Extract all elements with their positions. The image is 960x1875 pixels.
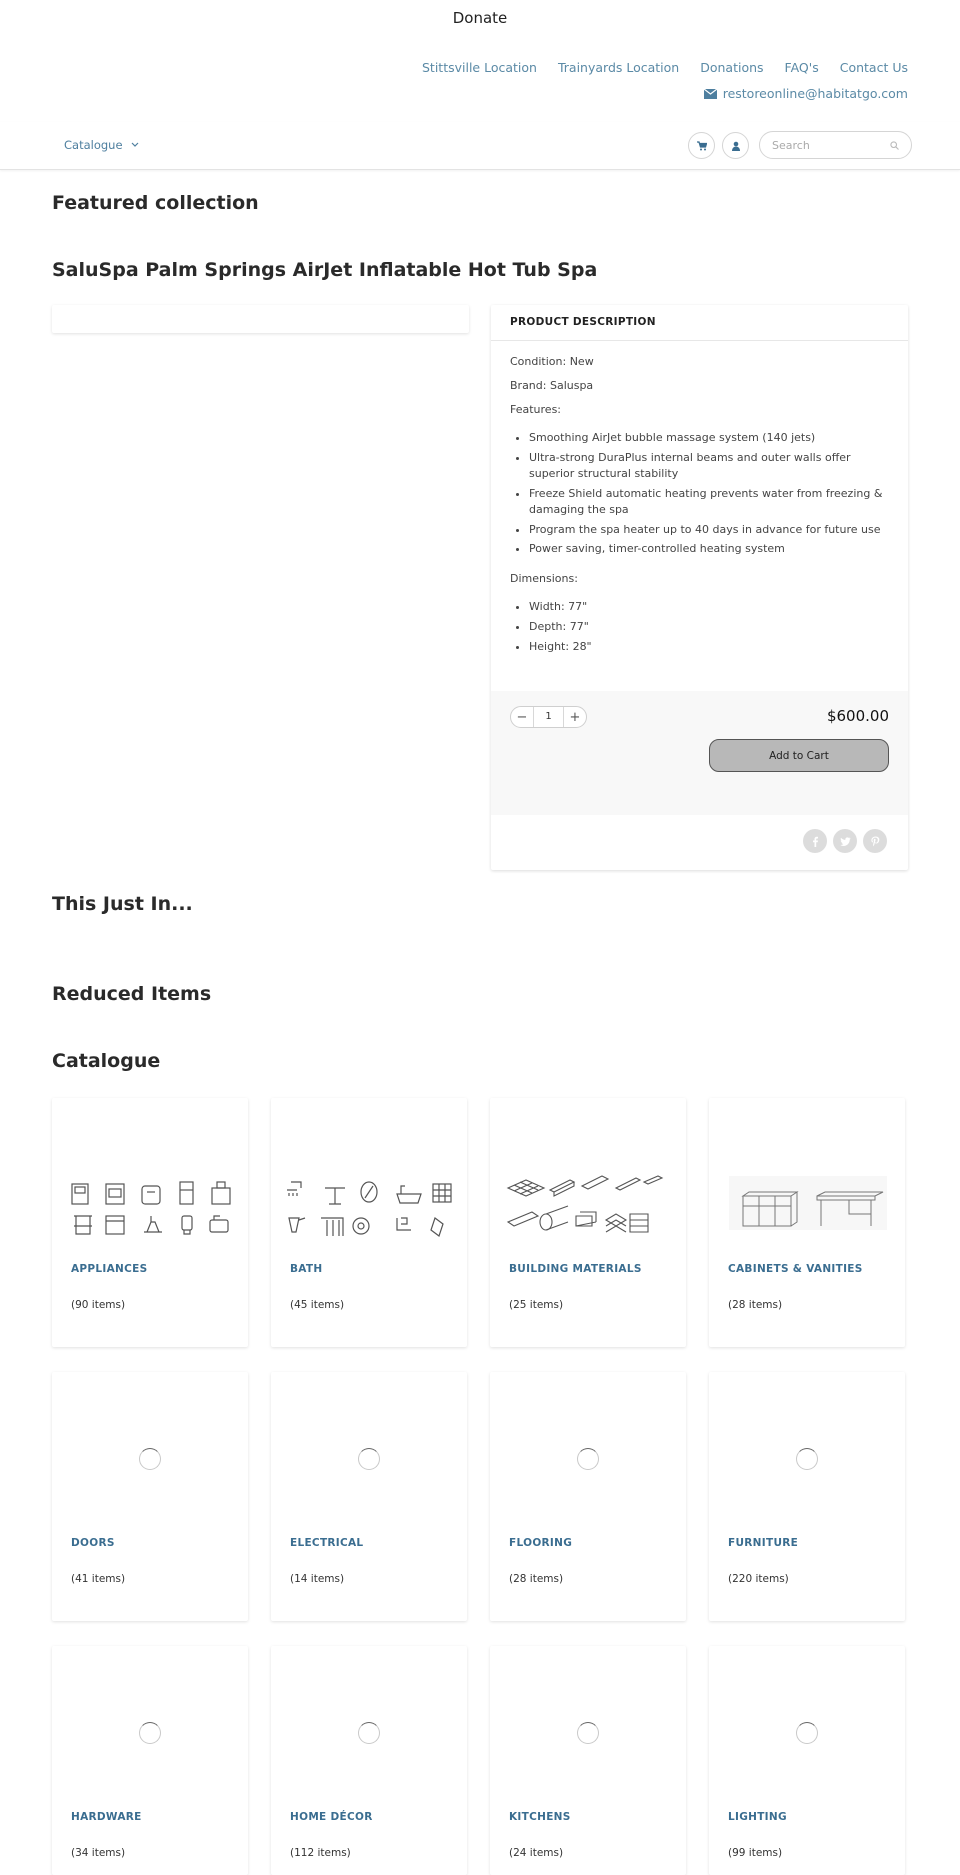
social-share	[803, 829, 887, 853]
category-title[interactable]: HOME DÉCOR	[290, 1811, 373, 1823]
donations-link[interactable]: Donations	[700, 60, 764, 75]
list-item: • Width: 77"	[529, 599, 889, 615]
catalogue-menu-label: Catalogue	[64, 138, 123, 152]
contact-us-link[interactable]: Contact Us	[839, 60, 908, 75]
category-title[interactable]: BATH	[290, 1263, 323, 1275]
category-title[interactable]: BUILDING MATERIALS	[509, 1263, 642, 1275]
dimensions-label: Dimensions:	[510, 572, 578, 586]
category-title[interactable]: DOORS	[71, 1537, 115, 1549]
search-input[interactable]	[772, 139, 890, 152]
category-count: (14 items)	[290, 1573, 345, 1585]
twitter-share-button[interactable]	[833, 829, 857, 853]
user-icon	[731, 141, 741, 151]
increase-quantity-button[interactable]: +	[569, 709, 581, 725]
building-materials-image	[490, 1098, 686, 1248]
cart-button[interactable]	[688, 132, 715, 159]
list-item: • Depth: 77"	[529, 619, 889, 635]
faqs-link[interactable]: FAQ's	[784, 60, 819, 75]
loading-spinner-icon	[577, 1722, 599, 1744]
category-card-doors[interactable]	[52, 1372, 248, 1621]
loading-spinner-icon	[358, 1448, 380, 1470]
loading-spinner-icon	[796, 1722, 818, 1744]
category-card-lighting[interactable]	[709, 1646, 905, 1875]
featured-collection-heading: Featured collection	[52, 192, 259, 214]
category-card-flooring[interactable]	[490, 1372, 686, 1621]
category-count: (45 items)	[290, 1299, 345, 1311]
category-card-cabinets-vanities[interactable]	[709, 1098, 905, 1347]
donate-bar	[0, 0, 960, 36]
category-title[interactable]: FLOORING	[509, 1537, 573, 1549]
category-count: (99 items)	[728, 1847, 783, 1859]
decrease-quantity-button[interactable]: −	[516, 709, 528, 725]
category-count: (28 items)	[509, 1573, 564, 1585]
category-count: (41 items)	[71, 1573, 126, 1585]
loading-spinner-icon	[139, 1448, 161, 1470]
category-title[interactable]: APPLIANCES	[71, 1263, 148, 1275]
category-title[interactable]: FURNITURE	[728, 1537, 799, 1549]
bath-image	[271, 1098, 467, 1248]
chevron-down-icon	[131, 142, 139, 148]
category-card-appliances[interactable]	[52, 1098, 248, 1347]
catalogue-heading: Catalogue	[52, 1050, 161, 1072]
category-title[interactable]: KITCHENS	[509, 1811, 571, 1823]
category-card-furniture[interactable]	[709, 1372, 905, 1621]
features-label: Features:	[510, 402, 562, 416]
category-card-bath[interactable]	[271, 1098, 467, 1347]
product-title[interactable]: SaluSpa Palm Springs AirJet Inflatable Hot Tub Spa	[52, 259, 598, 281]
catalogue-menu[interactable]	[64, 138, 139, 152]
appliances-image	[52, 1098, 248, 1248]
stittsville-location-link[interactable]: Stittsville Location	[421, 60, 537, 75]
this-just-in-heading: This Just In...	[52, 893, 193, 915]
product-image-card	[52, 305, 469, 333]
list-item: • Program the spa heater up to 40 days in advance for future use	[529, 522, 889, 538]
nav-bar	[0, 122, 960, 170]
trainyards-location-link[interactable]: Trainyards Location	[557, 60, 680, 75]
envelope-icon	[704, 89, 717, 99]
dimensions-list	[529, 599, 889, 655]
email-text: restoreonline@habitatgo.com	[722, 86, 908, 101]
quantity-value[interactable]: 1	[533, 707, 564, 727]
product-description-card	[491, 305, 908, 870]
category-count: (24 items)	[509, 1847, 564, 1859]
product-description-body	[491, 341, 908, 655]
list-item: • Freeze Shield automatic heating prevents water from freezing & damaging the spa	[529, 486, 889, 518]
product-price: $600.00	[826, 707, 889, 725]
loading-spinner-icon	[139, 1722, 161, 1744]
category-count: (34 items)	[71, 1847, 126, 1859]
category-card-building-materials[interactable]	[490, 1098, 686, 1347]
pinterest-icon	[870, 836, 881, 847]
add-to-cart-button[interactable]: Add to Cart	[709, 739, 889, 772]
quantity-stepper	[510, 706, 587, 728]
category-title[interactable]: LIGHTING	[728, 1811, 787, 1823]
list-item: • Smoothing AirJet bubble massage system (140 jets)	[529, 430, 889, 446]
donate-link[interactable]: Donate	[452, 9, 508, 27]
category-count: (25 items)	[509, 1299, 564, 1311]
loading-spinner-icon	[796, 1448, 818, 1470]
category-count: (90 items)	[71, 1299, 126, 1311]
category-count: (112 items)	[290, 1847, 351, 1859]
list-item: • Height: 28"	[529, 639, 889, 655]
cabinets-vanities-image	[709, 1098, 905, 1248]
top-links	[401, 60, 908, 75]
category-count: (220 items)	[728, 1573, 789, 1585]
category-card-hardware[interactable]	[52, 1646, 248, 1875]
twitter-icon	[840, 836, 851, 847]
category-title[interactable]: CABINETS & VANITIES	[728, 1263, 863, 1275]
category-count: (28 items)	[728, 1299, 783, 1311]
facebook-icon	[810, 836, 821, 847]
cart-icon	[697, 141, 707, 151]
reduced-items-heading: Reduced Items	[52, 983, 212, 1005]
search-icon[interactable]	[890, 141, 899, 150]
loading-spinner-icon	[577, 1448, 599, 1470]
loading-spinner-icon	[358, 1722, 380, 1744]
features-list	[529, 430, 889, 558]
account-button[interactable]	[722, 132, 749, 159]
category-card-home-decor[interactable]	[271, 1646, 467, 1875]
search-box	[759, 131, 912, 159]
list-item: • Power saving, timer-controlled heating system	[529, 541, 889, 557]
category-title[interactable]: ELECTRICAL	[290, 1537, 364, 1549]
facebook-share-button[interactable]	[803, 829, 827, 853]
condition-text: Condition: New	[510, 355, 594, 368]
email-contact[interactable]	[704, 86, 908, 101]
buy-area	[491, 691, 908, 815]
product-description-header: PRODUCT DESCRIPTION	[491, 305, 908, 341]
brand-text: Brand: Saluspa	[510, 378, 594, 392]
pinterest-share-button[interactable]	[863, 829, 887, 853]
category-title[interactable]: HARDWARE	[71, 1811, 142, 1823]
category-card-kitchens[interactable]	[490, 1646, 686, 1875]
list-item: • Ultra-strong DuraPlus internal beams and outer walls offer superior structural stability	[529, 450, 889, 482]
category-card-electrical[interactable]	[271, 1372, 467, 1621]
